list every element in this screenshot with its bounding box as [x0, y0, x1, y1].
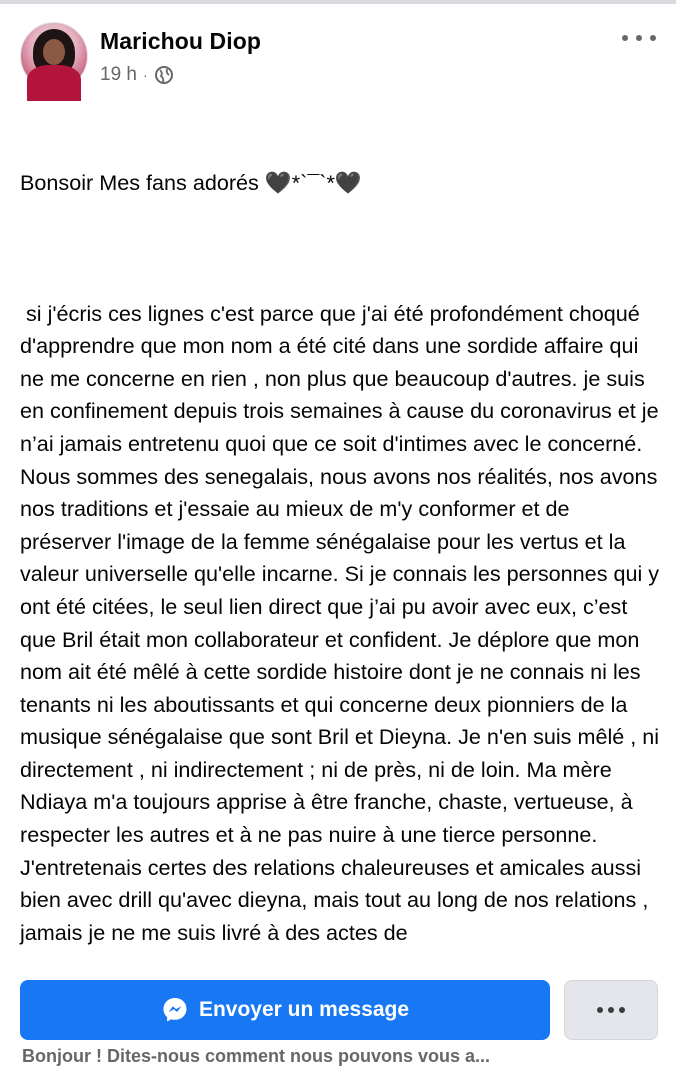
messenger-icon — [161, 996, 189, 1024]
post-greeting: Bonsoir Mes fans adorés 🖤*`¯`*🖤 — [20, 170, 362, 196]
more-actions-icon — [597, 1007, 625, 1013]
post-time[interactable]: 19 h — [100, 64, 137, 85]
globe-icon — [154, 65, 174, 85]
greeting-prompt[interactable]: Bonjour ! Dites-nous comment nous pouvons vous a... — [22, 1046, 491, 1066]
author-name[interactable]: Marichou Diop — [100, 28, 262, 54]
send-message-label: Envoyer un message — [198, 998, 410, 1021]
send-message-button[interactable] — [20, 980, 550, 1040]
more-options-icon[interactable] — [622, 28, 656, 48]
avatar-face — [43, 39, 65, 65]
post-body: si j'écris ces lignes c'est parce que j'ai été profondément choqué d'apprendre que mon nom a été cité dans une sordide affaire qui ne me concerne en rien , non plus que beaucoup d'autres. je suis en confinement depuis trois semaines à cause du coronavirus et je n’ai jamais entretenu quoi que ce soit d'intimes avec le concerné. Nous sommes des senegalais, nous avons nos réalités, nos avons nos traditions et j'essaie au mieux de m'y conformer et de préserver l'image de la femme sénégalaise pour les vertus et la valeur universelle qu'elle incarne. Si je connais les personnes qui y ont été citées, le seul lien direct que j’ai pu avoir avec eux, c’est que Bril était mon collaborateur et confident. Je déplore que mon nom ait été mêlé à cette sordide histoire dont je ne connais ni les tenants ni les aboutissants et qui concerne deux pionniers de la musique sénégalaise que sont Bril et Dieyna. Je n'en suis mêlé , ni directement , ni indirectement ; ni de près, ni de loin. Ma mère Ndiaya m'a toujours apprise à être franche, chaste, vertueuse, à respecter les autres et à ne pas nuire à une tierce personne. J'entretenais certes des relations chaleureuses et amicales aussi bien avec drill qu'avec dieyna, mais tout au long de nos relations , jamais je ne me suis livré à des actes de — [20, 300, 666, 945]
avatar[interactable] — [20, 22, 88, 90]
avatar-body — [27, 65, 81, 101]
more-actions-button[interactable] — [564, 980, 658, 1040]
top-divider — [0, 0, 676, 4]
post-text — [20, 102, 666, 968]
post-meta — [100, 64, 174, 86]
post-header — [20, 20, 656, 90]
bottom-action-bar — [0, 968, 676, 1080]
meta-separator: · — [142, 67, 148, 83]
